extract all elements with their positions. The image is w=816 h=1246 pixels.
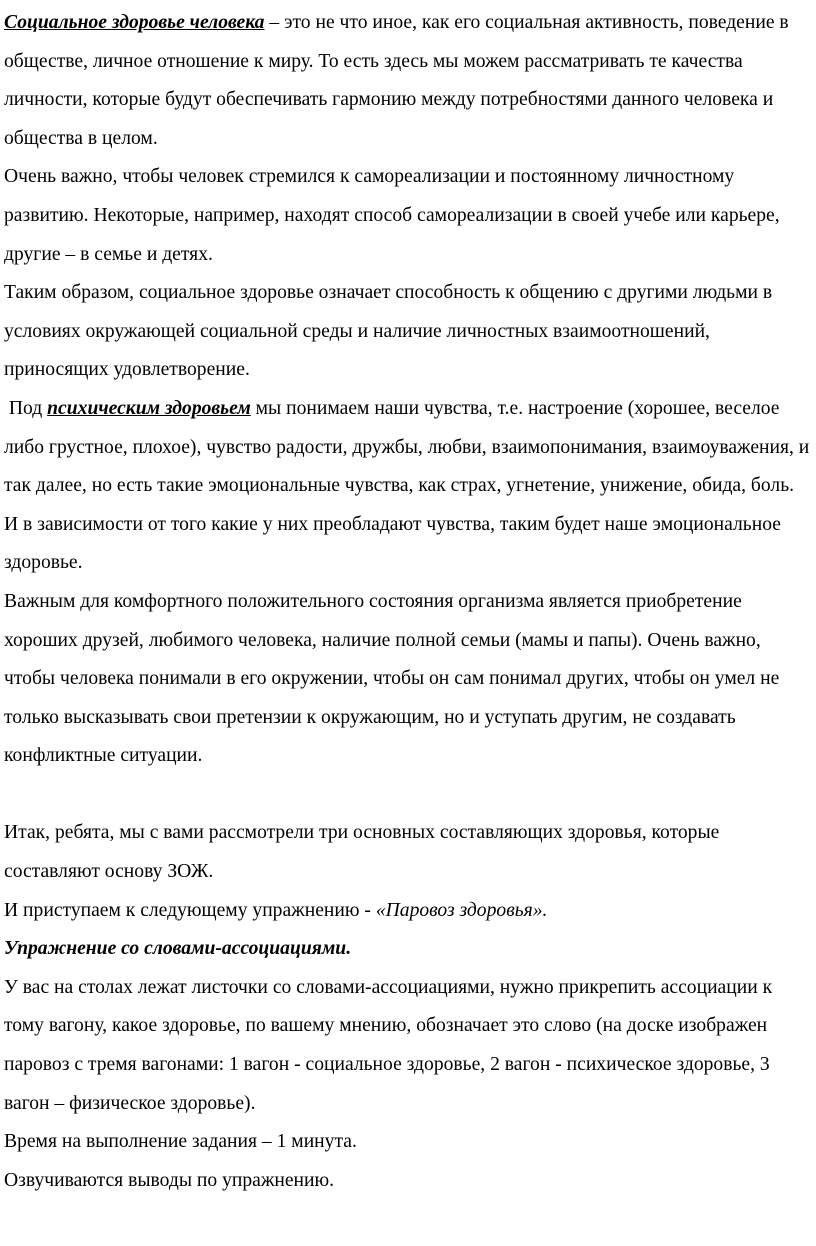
- paragraph-social-health: [4, 4, 812, 158]
- paragraph-conclusions: Озвучиваются выводы по упражнению.: [4, 1169, 335, 1191]
- paragraph-summary: Итак, ребята, мы с вами рассмотрели три основных составляющих здоровья, которые составляют основу ЗОЖ.: [4, 822, 720, 883]
- paragraph-text: – это не что иное, как его социальная активность, поведение в обществе, личное отношение к миру. То есть здесь мы можем рассматривать те качества личности, которые будут обеспечивать гармонию между потребностями данного человека и общества в целом.: [4, 12, 789, 149]
- paragraph-time-limit: Время на выполнение задания – 1 минута.: [4, 1131, 357, 1153]
- blank-line: [4, 776, 812, 815]
- exercise-heading: Упражнение со словами-ассоциациями.: [4, 938, 352, 960]
- paragraph-text: мы понимаем наши чувства, т.е. настроение (хорошее, веселое либо грустное, плохое), чувство радости, дружбы, любви, взаимопонимания, взаимоуважения, и так далее, но есть такие эмоциональные чувства, как страх, угнетение, унижение, обида, боль. И в зависимости от того какие у них преобладают чувства, таким будет наше эмоциональное здоровье.: [4, 397, 810, 574]
- paragraph-lead: Под: [4, 397, 48, 419]
- paragraph-next-exercise: [4, 892, 812, 931]
- exercise-title: «Паровоз здоровья».: [375, 899, 548, 921]
- paragraph-text: И приступаем к следующему упражнению -: [4, 899, 376, 921]
- term-social-health: Социальное здоровье человека: [4, 12, 265, 33]
- paragraph-comfort-state: Важным для комфортного положительного состояния организма является приобретение хороших друзей, любимого человека, наличие полной семьи (мамы и папы). Очень важно, чтобы человека понимали в его окружении, чтобы он сам понимал других, чтобы он умел не только высказывать свои претензии к окружающим, но и уступать другим, не создавать конфликтные ситуации.: [4, 590, 780, 767]
- paragraph-mental-health: [4, 390, 812, 583]
- term-mental-health: психическим здоровьем: [47, 397, 251, 419]
- paragraph-instructions: У вас на столах лежат листочки со словами-ассоциациями, нужно прикрепить ассоциации к тому вагону, какое здоровье, по вашему мнению, обозначает это слово (на доске изображен паровоз с тремя вагонами: 1 вагон - социальное здоровье, 2 вагон - психическое здоровье, 3 вагон – физическое здоровье).: [4, 976, 773, 1114]
- paragraph-social-summary: Таким образом, социальное здоровье означает способность к общению с другими людьми в условиях окружающей социальной среды и наличие личностных взаимоотношений, приносящих удовлетворение.: [4, 282, 773, 381]
- paragraph-self-realization: Очень важно, чтобы человек стремился к самореализации и постоянному личностному развитию. Некоторые, например, находят способ самореализации в своей учебе или карьере, другие – в семье и детях.: [4, 166, 780, 265]
- document-page: [4, 4, 812, 1200]
